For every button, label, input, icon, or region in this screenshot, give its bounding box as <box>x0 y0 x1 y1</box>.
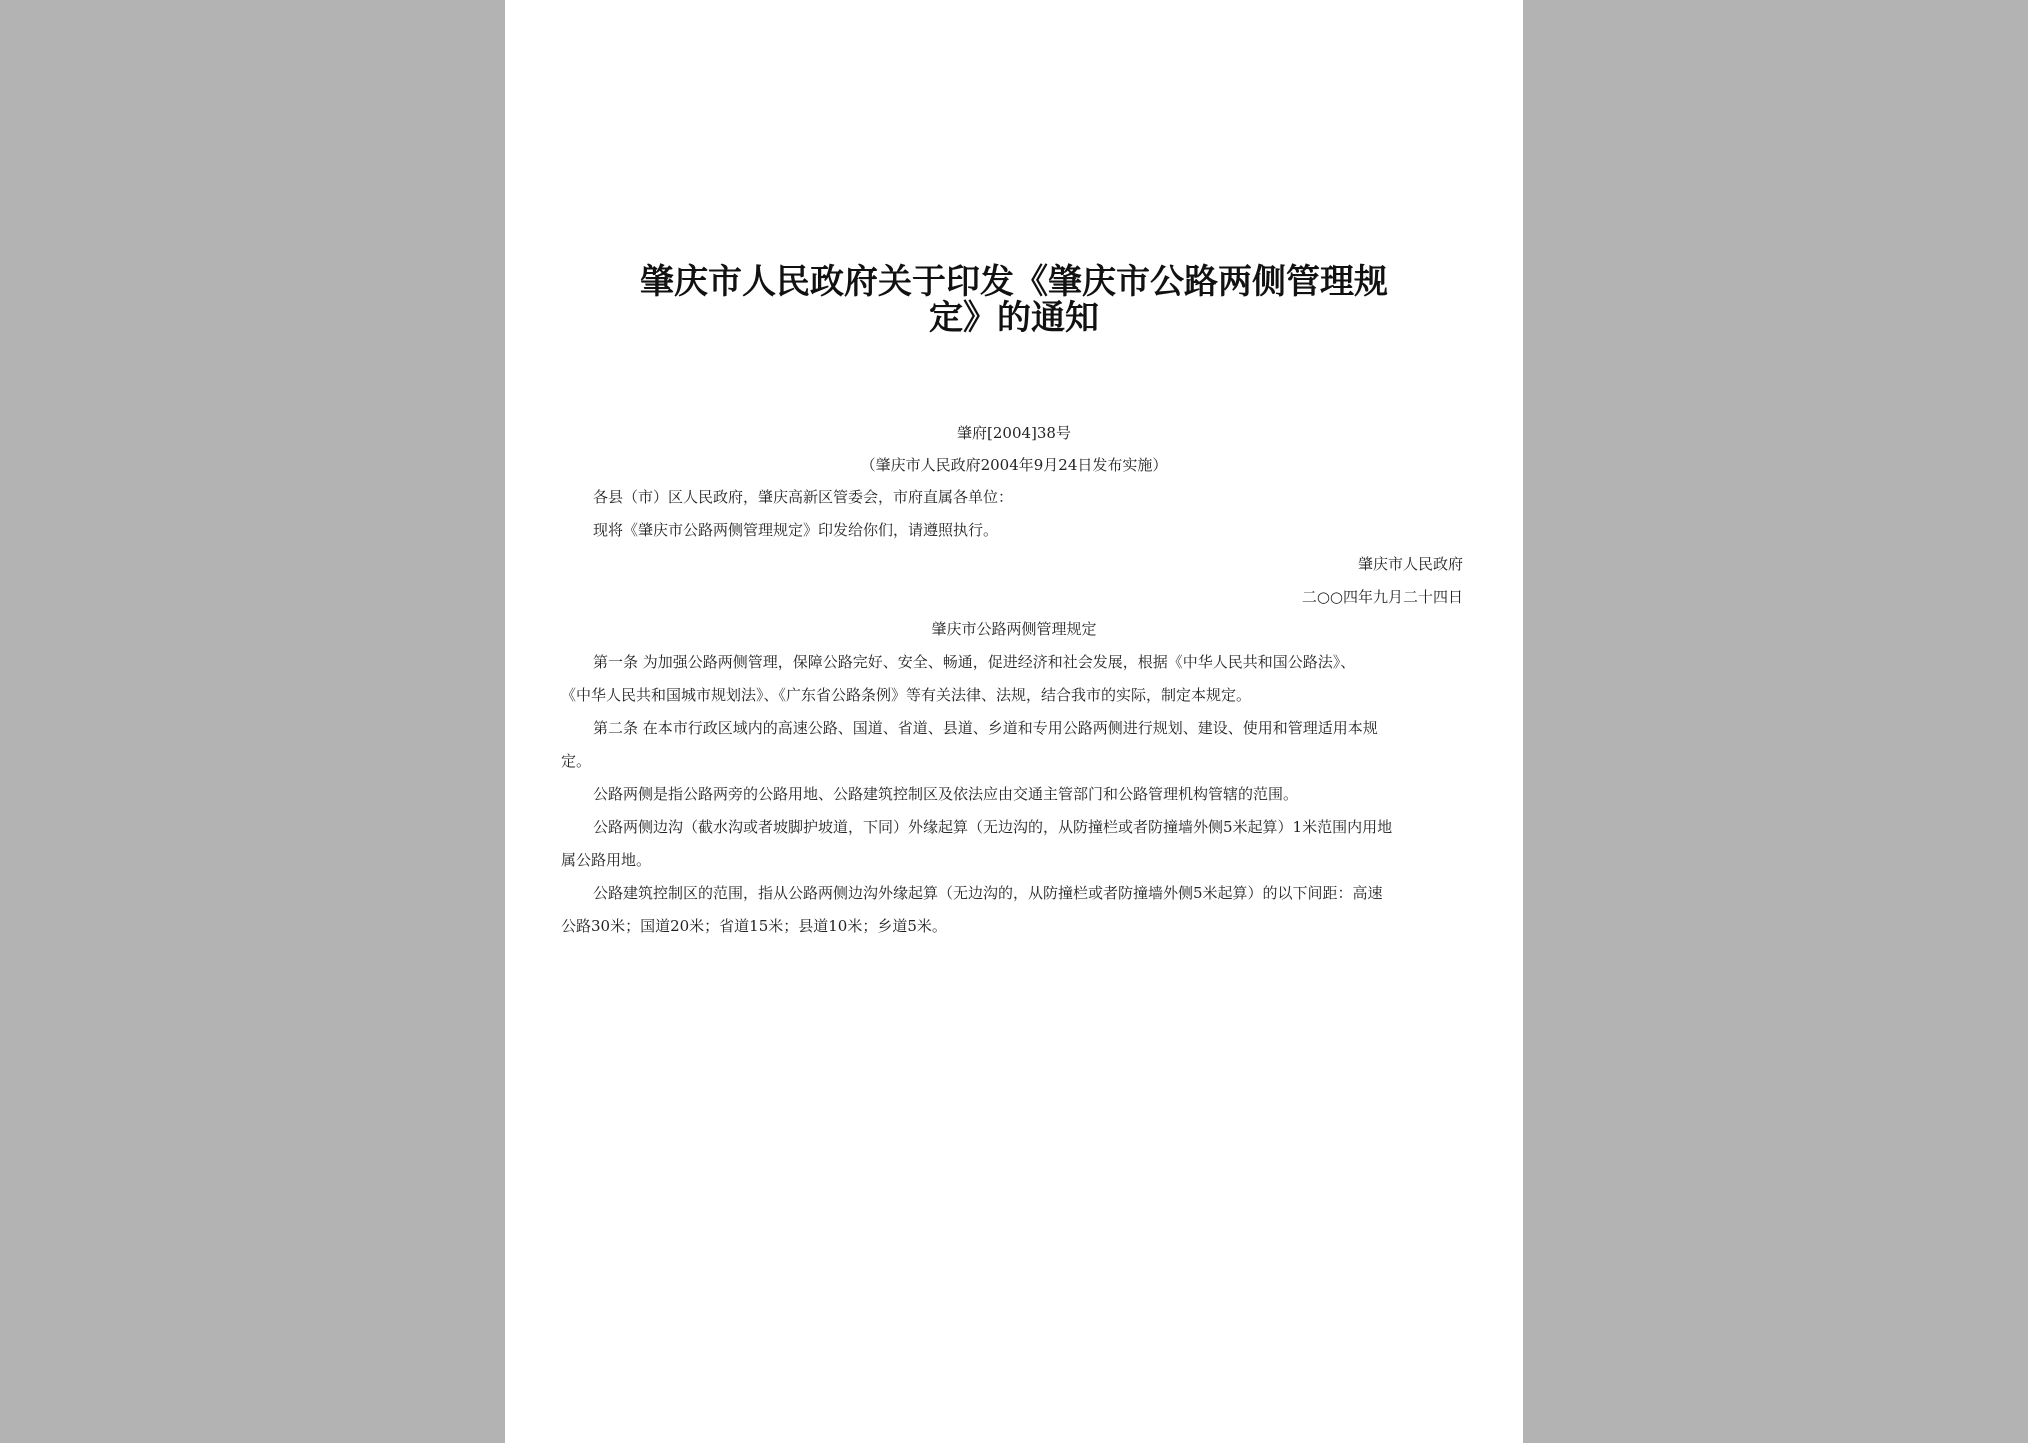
article-1-line-2: 《中华人民共和国城市规划法》、《广东省公路条例》等有关法律、法规，结合我市的实际，制定本规定。 <box>561 686 1252 704</box>
regulation-title: 肇庆市公路两侧管理规定 <box>931 620 1097 638</box>
signature-date: 二○○四年九月二十四日 <box>1301 588 1463 606</box>
article-2-line-2: 定。 <box>561 752 592 770</box>
document-page <box>505 0 1523 1443</box>
title-line-1: 肇庆市人民政府关于印发《肇庆市公路两侧管理规 <box>640 262 1388 302</box>
paragraph-control-line-1: 公路建筑控制区的范围，指从公路两侧边沟外缘起算（无边沟的，从防撞栏或者防撞墙外侧5米起算）的以下间距：高速 <box>593 884 1383 902</box>
article-2-line-1: 第二条 在本市行政区域内的高速公路、国道、省道、县道、乡道和专用公路两侧进行规划、建设、使用和管理适用本规 <box>593 719 1378 737</box>
paragraph-land-line-1: 公路两侧边沟（截水沟或者坡脚护坡道，下同）外缘起算（无边沟的，从防撞栏或者防撞墙外侧5米起算）1米范围内用地 <box>593 818 1393 836</box>
addressees: 各县（市）区人民政府，肇庆高新区管委会，市府直属各单位： <box>593 488 1014 506</box>
doc-number: 肇府[2004]38号 <box>957 424 1071 442</box>
paragraph-scope: 公路两侧是指公路两旁的公路用地、公路建筑控制区及依法应由交通主管部门和公路管理机构管辖的范围。 <box>593 785 1299 803</box>
paragraph-land-line-2: 属公路用地。 <box>561 851 652 869</box>
signature-org: 肇庆市人民政府 <box>1357 555 1463 573</box>
notice-body: 现将《肇庆市公路两侧管理规定》印发给你们，请遵照执行。 <box>593 521 999 539</box>
article-1-line-1: 第一条 为加强公路两侧管理，保障公路完好、安全、畅通，促进经济和社会发展，根据《中华人民共和国公路法》、 <box>593 653 1356 671</box>
title-line-2: 定》的通知 <box>929 298 1099 338</box>
paragraph-control-line-2: 公路30米；国道20米；省道15米；县道10米；乡道5米。 <box>561 917 947 935</box>
issued-note: （肇庆市人民政府2004年9月24日发布实施） <box>860 456 1168 474</box>
